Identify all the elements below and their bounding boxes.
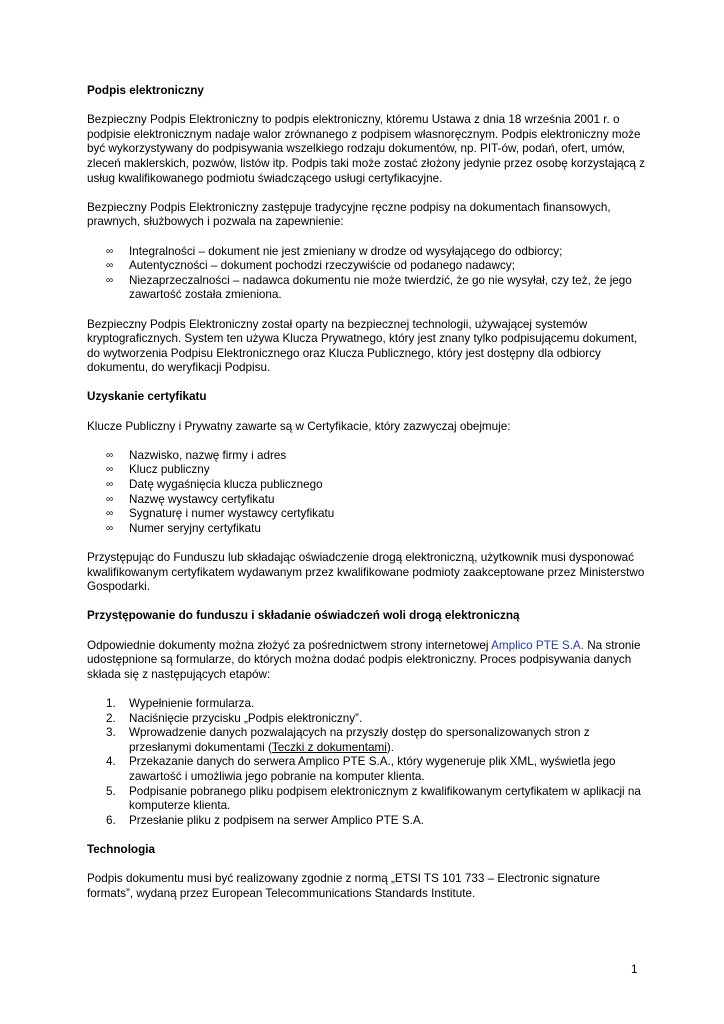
infinity-bullet-icon: ∞ — [106, 493, 114, 505]
list-item: 3. Wprowadzenie danych pozwalających na przyszły dostęp do spersonalizowanych stron z przesłanymi dokumentami (Teczki z dokumentami). — [106, 726, 590, 754]
infinity-bullet-icon: ∞ — [106, 245, 114, 257]
heading-przystepowanie: Przystępowanie do funduszu i składanie oświadczeń woli drogą elektroniczną — [87, 609, 520, 623]
paragraph: Przystępując do Funduszu lub składając oświadczenie drogą elektroniczną, użytkownik musi dysponować kwalifikowanym certyfikatem wydawanym przez kwalifikowane podmioty zaakceptowane przez Ministerstwo Gospodarki. — [87, 551, 645, 594]
paragraph: Podpis dokumentu musi być realizowany zgodnie z normą „ETSI TS 101 733 – Electronic signature formats”, wydaną przez European Telecommunications Standards Institute. — [87, 872, 600, 900]
list-item: ∞ Nazwę wystawcy certyfikatu — [106, 492, 275, 506]
paragraph: Odpowiednie dokumenty można złożyć za pośrednictwem strony internetowej Amplico PTE S.A. Na stronie udostępnione są formularze, do których można dodać podpis elektroniczny. Proces podpisywania danych składa się z następujących etapów: — [87, 638, 641, 681]
list-item: ∞ Integralności – dokument nie jest zmieniany w drodze od wysyłającego do odbiorcy; — [106, 244, 563, 258]
list-item: 1. Wypełnienie formularza. — [106, 696, 255, 710]
amplico-link[interactable]: Amplico PTE S.A. — [491, 638, 584, 652]
infinity-bullet-icon: ∞ — [106, 260, 114, 272]
bullet-list — [87, 245, 647, 303]
list-item: 5. Podpisanie pobranego pliku podpisem elektronicznym z kwalifikowanym certyfikatem w aplikacji na komputerze klienta. — [106, 784, 641, 813]
document-body — [87, 84, 647, 901]
steps-list — [87, 697, 647, 828]
paragraph: Bezpieczny Podpis Elektroniczny to podpis elektroniczny, któremu Ustawa z dnia 18 września 2001 r. o podpisie elektronicznym nadaje walor zrównanego z podpisem własnoręcznym. Podpis elektroniczny może być wykorzystywany do podpisywania wszelkiego rodzaju dokumentów, np. PIT-ów, podań, ofert, umów, zleceń maklerskich, pozwów, listów itp. Podpis taki może zostać złożony jedynie przez osobę korzystającą z usług kwalifikowanego podmiotu świadczącego usługi certyfikacyjne. — [87, 113, 645, 185]
list-item: ∞ Sygnaturę i numer wystawcy certyfikatu — [106, 507, 335, 521]
infinity-bullet-icon: ∞ — [106, 522, 114, 534]
list-item: ∞ Klucz publiczny — [106, 463, 210, 477]
heading-podpis-elektroniczny: Podpis elektroniczny — [87, 84, 204, 97]
list-item: ∞ Numer seryjny certyfikatu — [106, 521, 261, 535]
heading-technologia: Technologia — [87, 842, 155, 856]
list-item: ∞ Niezaprzeczalności – nadawca dokumentu nie może twierdzić, że go nie wysyłał, czy też, że jego zawartość została zmieniona. — [106, 273, 632, 302]
infinity-bullet-icon: ∞ — [106, 449, 114, 461]
paragraph: Bezpieczny Podpis Elektroniczny został oparty na bezpiecznej technologii, używającej systemów kryptograficznych. System ten używa Klucza Prywatnego, który jest znany tylko podpisującemu dokument, do wytworzenia Podpisu Elektronicznego oraz Klucza Publicznego, który jest dostępny dla odbiorcy dokumentu, do weryfikacji Podpisu. — [87, 317, 638, 375]
list-item: 2. Naciśnięcie przycisku „Podpis elektroniczny”. — [106, 711, 363, 725]
bullet-list — [87, 449, 647, 537]
infinity-bullet-icon: ∞ — [106, 479, 114, 491]
page-number: 1 — [631, 963, 638, 976]
paragraph: Klucze Publiczny i Prywatny zawarte są w Certyfikacie, który zazwyczaj obejmuje: — [87, 419, 511, 433]
list-item: 4. Przekazanie danych do serwera Amplico PTE S.A., który wygeneruje plik XML, wyświetla jego zawartość i umożliwia jego pobranie na komputer klienta. — [106, 755, 616, 783]
list-item: ∞ Autentyczności – dokument pochodzi rzeczywiście od podanego nadawcy; — [106, 259, 515, 273]
paragraph: Bezpieczny Podpis Elektroniczny zastępuje tradycyjne ręczne podpisy na dokumentach finansowych, prawnych, służbowych i pozwala na zapewnienie: — [87, 200, 611, 229]
heading-uzyskanie-certyfikatu: Uzyskanie certyfikatu — [87, 390, 207, 404]
infinity-bullet-icon: ∞ — [106, 274, 114, 286]
list-item: 6. Przesłanie pliku z podpisem na serwer Amplico PTE S.A. — [106, 813, 424, 827]
list-item: ∞ Nazwisko, nazwę firmy i adres — [106, 448, 287, 462]
infinity-bullet-icon: ∞ — [106, 508, 114, 520]
infinity-bullet-icon: ∞ — [106, 464, 114, 476]
list-item: ∞ Datę wygaśnięcia klucza publicznego — [106, 478, 323, 492]
teczki-link[interactable]: Teczki z dokumentami — [271, 740, 387, 754]
